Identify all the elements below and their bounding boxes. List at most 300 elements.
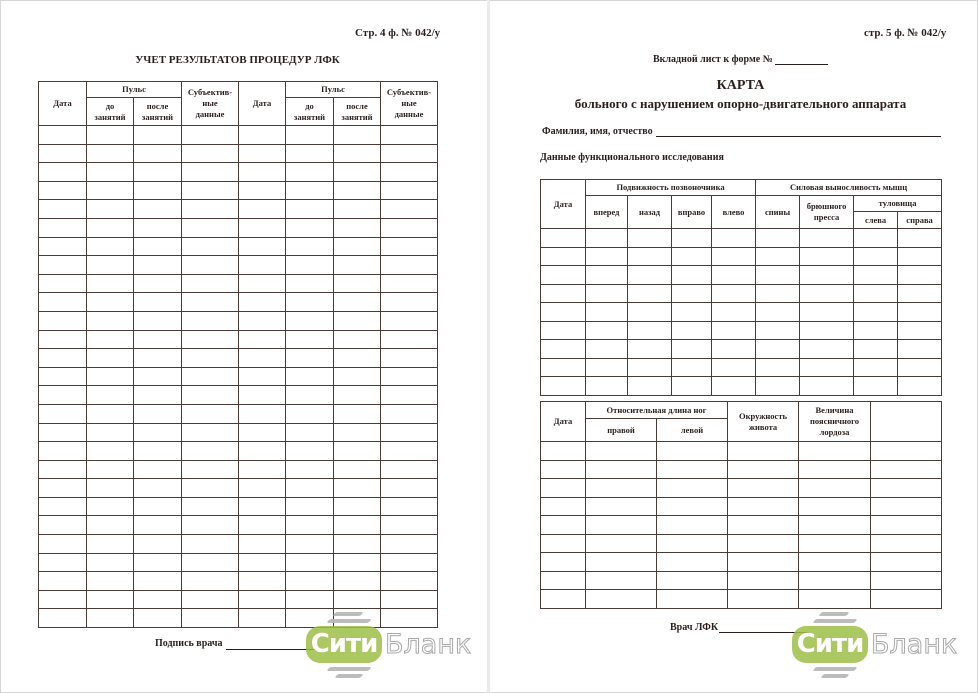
table-cell[interactable] [182, 367, 239, 386]
table-cell[interactable] [87, 479, 134, 498]
table-cell[interactable] [381, 293, 438, 312]
table-cell[interactable] [87, 144, 134, 163]
table-cell[interactable] [672, 229, 712, 248]
table-cell[interactable] [541, 460, 586, 479]
table-cell[interactable] [134, 553, 182, 572]
table-cell[interactable] [756, 266, 800, 285]
table-cell[interactable] [286, 553, 334, 572]
table-cell[interactable] [239, 404, 286, 423]
table-cell[interactable] [712, 229, 756, 248]
table-cell[interactable] [541, 479, 586, 498]
table-cell[interactable] [381, 572, 438, 591]
table-cell[interactable] [239, 311, 286, 330]
table-cell[interactable] [39, 349, 87, 368]
table-cell[interactable] [586, 284, 628, 303]
table-cell[interactable] [800, 321, 854, 340]
table-cell[interactable] [239, 497, 286, 516]
table-cell[interactable] [239, 367, 286, 386]
table-cell[interactable] [134, 423, 182, 442]
table-cell[interactable] [239, 423, 286, 442]
table-cell[interactable] [87, 349, 134, 368]
table-cell[interactable] [334, 163, 381, 182]
table-cell[interactable] [898, 229, 942, 248]
table-cell[interactable] [334, 516, 381, 535]
table-cell[interactable] [134, 237, 182, 256]
table-cell[interactable] [334, 237, 381, 256]
table-cell[interactable] [134, 367, 182, 386]
table-cell[interactable] [712, 321, 756, 340]
table-cell[interactable] [182, 274, 239, 293]
table-cell[interactable] [672, 266, 712, 285]
table-cell[interactable] [87, 423, 134, 442]
table-cell[interactable] [39, 386, 87, 405]
table-cell[interactable] [286, 200, 334, 219]
table-cell[interactable] [800, 266, 854, 285]
table-cell[interactable] [541, 534, 586, 553]
table-cell[interactable] [334, 423, 381, 442]
table-cell[interactable] [182, 442, 239, 461]
table-cell[interactable] [39, 423, 87, 442]
table-cell[interactable] [628, 247, 672, 266]
table-cell[interactable] [182, 181, 239, 200]
table-cell[interactable] [286, 442, 334, 461]
table-cell[interactable] [87, 163, 134, 182]
table-cell[interactable] [657, 442, 728, 461]
table-cell[interactable] [541, 358, 586, 377]
table-cell[interactable] [286, 386, 334, 405]
table-cell[interactable] [286, 311, 334, 330]
table-cell[interactable] [286, 293, 334, 312]
table-cell[interactable] [628, 358, 672, 377]
table-cell[interactable] [854, 303, 898, 322]
table-cell[interactable] [39, 404, 87, 423]
table-cell[interactable] [871, 571, 942, 590]
table-cell[interactable] [182, 293, 239, 312]
table-cell[interactable] [134, 479, 182, 498]
table-cell[interactable] [87, 293, 134, 312]
table-cell[interactable] [39, 256, 87, 275]
table-cell[interactable] [286, 535, 334, 554]
table-cell[interactable] [87, 367, 134, 386]
table-cell[interactable] [712, 284, 756, 303]
table-cell[interactable] [672, 321, 712, 340]
table-cell[interactable] [854, 247, 898, 266]
table-cell[interactable] [182, 404, 239, 423]
table-cell[interactable] [134, 218, 182, 237]
table-cell[interactable] [134, 609, 182, 628]
form-number-line[interactable] [775, 64, 828, 65]
table-cell[interactable] [381, 200, 438, 219]
table-cell[interactable] [381, 479, 438, 498]
table-cell[interactable] [39, 479, 87, 498]
table-cell[interactable] [657, 590, 728, 609]
table-cell[interactable] [541, 229, 586, 248]
table-cell[interactable] [87, 181, 134, 200]
table-cell[interactable] [728, 479, 799, 498]
table-cell[interactable] [756, 284, 800, 303]
table-cell[interactable] [87, 274, 134, 293]
table-cell[interactable] [728, 460, 799, 479]
table-cell[interactable] [799, 590, 871, 609]
table-cell[interactable] [87, 497, 134, 516]
table-cell[interactable] [334, 572, 381, 591]
table-cell[interactable] [134, 386, 182, 405]
table-cell[interactable] [854, 229, 898, 248]
table-cell[interactable] [854, 377, 898, 396]
table-cell[interactable] [628, 340, 672, 359]
table-cell[interactable] [334, 460, 381, 479]
table-cell[interactable] [586, 553, 657, 572]
table-cell[interactable] [39, 516, 87, 535]
table-cell[interactable] [541, 590, 586, 609]
table-cell[interactable] [871, 442, 942, 461]
table-cell[interactable] [586, 497, 657, 516]
table-cell[interactable] [871, 460, 942, 479]
table-cell[interactable] [239, 218, 286, 237]
table-cell[interactable] [381, 535, 438, 554]
table-cell[interactable] [182, 144, 239, 163]
table-cell[interactable] [286, 181, 334, 200]
table-cell[interactable] [87, 404, 134, 423]
table-cell[interactable] [541, 497, 586, 516]
table-cell[interactable] [728, 442, 799, 461]
table-cell[interactable] [39, 274, 87, 293]
table-cell[interactable] [87, 442, 134, 461]
table-cell[interactable] [898, 247, 942, 266]
table-cell[interactable] [334, 181, 381, 200]
table-cell[interactable] [286, 274, 334, 293]
table-cell[interactable] [87, 256, 134, 275]
table-cell[interactable] [182, 163, 239, 182]
table-cell[interactable] [39, 200, 87, 219]
table-cell[interactable] [381, 516, 438, 535]
table-cell[interactable] [134, 126, 182, 145]
table-cell[interactable] [182, 311, 239, 330]
table-cell[interactable] [334, 386, 381, 405]
table-cell[interactable] [756, 358, 800, 377]
table-cell[interactable] [381, 237, 438, 256]
table-cell[interactable] [239, 572, 286, 591]
table-cell[interactable] [87, 590, 134, 609]
table-cell[interactable] [712, 247, 756, 266]
table-cell[interactable] [586, 479, 657, 498]
table-cell[interactable] [381, 349, 438, 368]
table-cell[interactable] [657, 553, 728, 572]
table-cell[interactable] [628, 321, 672, 340]
table-cell[interactable] [334, 497, 381, 516]
table-cell[interactable] [728, 571, 799, 590]
table-cell[interactable] [381, 367, 438, 386]
table-cell[interactable] [239, 590, 286, 609]
table-cell[interactable] [134, 274, 182, 293]
table-cell[interactable] [800, 377, 854, 396]
table-cell[interactable] [39, 442, 87, 461]
table-cell[interactable] [541, 284, 586, 303]
table-cell[interactable] [286, 497, 334, 516]
table-cell[interactable] [286, 256, 334, 275]
table-cell[interactable] [334, 590, 381, 609]
table-cell[interactable] [628, 266, 672, 285]
table-cell[interactable] [756, 303, 800, 322]
table-cell[interactable] [381, 386, 438, 405]
table-cell[interactable] [87, 218, 134, 237]
table-cell[interactable] [541, 340, 586, 359]
table-cell[interactable] [381, 404, 438, 423]
table-cell[interactable] [87, 126, 134, 145]
table-cell[interactable] [239, 553, 286, 572]
table-cell[interactable] [799, 460, 871, 479]
table-cell[interactable] [182, 497, 239, 516]
table-cell[interactable] [239, 535, 286, 554]
table-cell[interactable] [381, 460, 438, 479]
table-cell[interactable] [87, 330, 134, 349]
table-cell[interactable] [871, 479, 942, 498]
table-cell[interactable] [286, 460, 334, 479]
table-cell[interactable] [334, 126, 381, 145]
table-cell[interactable] [672, 303, 712, 322]
table-cell[interactable] [756, 321, 800, 340]
table-cell[interactable] [541, 571, 586, 590]
table-cell[interactable] [87, 386, 134, 405]
table-cell[interactable] [756, 229, 800, 248]
table-cell[interactable] [182, 516, 239, 535]
table-cell[interactable] [854, 266, 898, 285]
table-cell[interactable] [586, 266, 628, 285]
table-cell[interactable] [286, 404, 334, 423]
table-cell[interactable] [39, 590, 87, 609]
table-cell[interactable] [871, 516, 942, 535]
table-cell[interactable] [182, 330, 239, 349]
table-cell[interactable] [39, 144, 87, 163]
table-cell[interactable] [39, 163, 87, 182]
table-cell[interactable] [381, 423, 438, 442]
table-cell[interactable] [334, 479, 381, 498]
table-cell[interactable] [134, 590, 182, 609]
table-cell[interactable] [286, 349, 334, 368]
table-cell[interactable] [286, 590, 334, 609]
table-cell[interactable] [657, 479, 728, 498]
table-cell[interactable] [39, 497, 87, 516]
table-cell[interactable] [712, 340, 756, 359]
table-cell[interactable] [334, 553, 381, 572]
table-cell[interactable] [728, 553, 799, 572]
table-cell[interactable] [657, 571, 728, 590]
table-cell[interactable] [800, 303, 854, 322]
table-cell[interactable] [672, 284, 712, 303]
table-cell[interactable] [756, 340, 800, 359]
table-cell[interactable] [381, 218, 438, 237]
table-cell[interactable] [854, 284, 898, 303]
table-cell[interactable] [628, 303, 672, 322]
table-cell[interactable] [799, 553, 871, 572]
table-cell[interactable] [381, 590, 438, 609]
table-cell[interactable] [541, 266, 586, 285]
table-cell[interactable] [381, 442, 438, 461]
table-cell[interactable] [334, 535, 381, 554]
table-cell[interactable] [657, 497, 728, 516]
table-cell[interactable] [134, 404, 182, 423]
table-cell[interactable] [541, 303, 586, 322]
table-cell[interactable] [799, 571, 871, 590]
table-cell[interactable] [586, 571, 657, 590]
table-cell[interactable] [182, 460, 239, 479]
table-cell[interactable] [800, 229, 854, 248]
table-cell[interactable] [286, 367, 334, 386]
table-cell[interactable] [799, 534, 871, 553]
table-cell[interactable] [800, 340, 854, 359]
table-cell[interactable] [134, 460, 182, 479]
table-cell[interactable] [799, 479, 871, 498]
table-cell[interactable] [134, 200, 182, 219]
table-cell[interactable] [39, 553, 87, 572]
table-cell[interactable] [586, 516, 657, 535]
table-cell[interactable] [239, 126, 286, 145]
table-cell[interactable] [239, 516, 286, 535]
table-cell[interactable] [854, 358, 898, 377]
table-cell[interactable] [134, 144, 182, 163]
table-cell[interactable] [134, 330, 182, 349]
table-cell[interactable] [134, 163, 182, 182]
table-cell[interactable] [134, 311, 182, 330]
table-cell[interactable] [334, 311, 381, 330]
table-cell[interactable] [182, 590, 239, 609]
table-cell[interactable] [182, 218, 239, 237]
table-cell[interactable] [586, 590, 657, 609]
table-cell[interactable] [286, 516, 334, 535]
table-cell[interactable] [871, 497, 942, 516]
table-cell[interactable] [182, 609, 239, 628]
table-cell[interactable] [586, 534, 657, 553]
table-cell[interactable] [239, 181, 286, 200]
table-cell[interactable] [586, 460, 657, 479]
table-cell[interactable] [381, 330, 438, 349]
table-cell[interactable] [134, 572, 182, 591]
table-cell[interactable] [898, 321, 942, 340]
table-cell[interactable] [728, 534, 799, 553]
table-cell[interactable] [286, 423, 334, 442]
table-cell[interactable] [239, 200, 286, 219]
table-cell[interactable] [381, 181, 438, 200]
table-cell[interactable] [134, 535, 182, 554]
table-cell[interactable] [381, 553, 438, 572]
table-cell[interactable] [87, 516, 134, 535]
table-cell[interactable] [334, 404, 381, 423]
table-cell[interactable] [672, 340, 712, 359]
table-cell[interactable] [712, 377, 756, 396]
table-cell[interactable] [134, 293, 182, 312]
table-cell[interactable] [541, 247, 586, 266]
table-cell[interactable] [871, 590, 942, 609]
table-cell[interactable] [800, 358, 854, 377]
table-cell[interactable] [756, 247, 800, 266]
table-cell[interactable] [898, 303, 942, 322]
table-cell[interactable] [239, 609, 286, 628]
table-cell[interactable] [239, 479, 286, 498]
table-cell[interactable] [239, 274, 286, 293]
table-cell[interactable] [657, 516, 728, 535]
table-cell[interactable] [334, 274, 381, 293]
table-cell[interactable] [286, 237, 334, 256]
table-cell[interactable] [871, 553, 942, 572]
table-cell[interactable] [712, 358, 756, 377]
table-cell[interactable] [39, 367, 87, 386]
table-cell[interactable] [39, 218, 87, 237]
table-cell[interactable] [586, 303, 628, 322]
table-cell[interactable] [799, 497, 871, 516]
table-cell[interactable] [286, 479, 334, 498]
table-cell[interactable] [854, 340, 898, 359]
table-cell[interactable] [134, 497, 182, 516]
table-cell[interactable] [286, 126, 334, 145]
table-cell[interactable] [39, 126, 87, 145]
table-cell[interactable] [898, 340, 942, 359]
table-cell[interactable] [182, 349, 239, 368]
table-cell[interactable] [182, 200, 239, 219]
table-cell[interactable] [657, 534, 728, 553]
table-cell[interactable] [334, 200, 381, 219]
table-cell[interactable] [182, 479, 239, 498]
table-cell[interactable] [239, 330, 286, 349]
table-cell[interactable] [381, 144, 438, 163]
table-cell[interactable] [586, 247, 628, 266]
table-cell[interactable] [628, 284, 672, 303]
table-cell[interactable] [586, 377, 628, 396]
table-cell[interactable] [381, 163, 438, 182]
table-cell[interactable] [541, 516, 586, 535]
table-cell[interactable] [134, 181, 182, 200]
table-cell[interactable] [586, 229, 628, 248]
table-cell[interactable] [39, 311, 87, 330]
table-cell[interactable] [87, 311, 134, 330]
table-cell[interactable] [87, 535, 134, 554]
table-cell[interactable] [334, 330, 381, 349]
table-cell[interactable] [239, 349, 286, 368]
table-cell[interactable] [134, 442, 182, 461]
table-cell[interactable] [39, 237, 87, 256]
table-cell[interactable] [672, 358, 712, 377]
table-cell[interactable] [586, 321, 628, 340]
table-cell[interactable] [87, 572, 134, 591]
table-cell[interactable] [628, 377, 672, 396]
table-cell[interactable] [898, 358, 942, 377]
table-cell[interactable] [87, 237, 134, 256]
table-cell[interactable] [334, 144, 381, 163]
table-cell[interactable] [239, 293, 286, 312]
table-cell[interactable] [87, 553, 134, 572]
name-line[interactable] [656, 136, 941, 137]
table-cell[interactable] [39, 181, 87, 200]
table-cell[interactable] [854, 321, 898, 340]
table-cell[interactable] [39, 572, 87, 591]
table-cell[interactable] [800, 284, 854, 303]
table-cell[interactable] [586, 340, 628, 359]
table-cell[interactable] [728, 590, 799, 609]
table-cell[interactable] [672, 377, 712, 396]
table-cell[interactable] [286, 144, 334, 163]
table-cell[interactable] [871, 534, 942, 553]
table-cell[interactable] [39, 293, 87, 312]
table-cell[interactable] [381, 274, 438, 293]
table-cell[interactable] [657, 460, 728, 479]
table-cell[interactable] [334, 256, 381, 275]
table-cell[interactable] [182, 126, 239, 145]
table-cell[interactable] [182, 535, 239, 554]
table-cell[interactable] [799, 516, 871, 535]
table-cell[interactable] [134, 349, 182, 368]
table-cell[interactable] [728, 497, 799, 516]
table-cell[interactable] [239, 460, 286, 479]
table-cell[interactable] [239, 237, 286, 256]
